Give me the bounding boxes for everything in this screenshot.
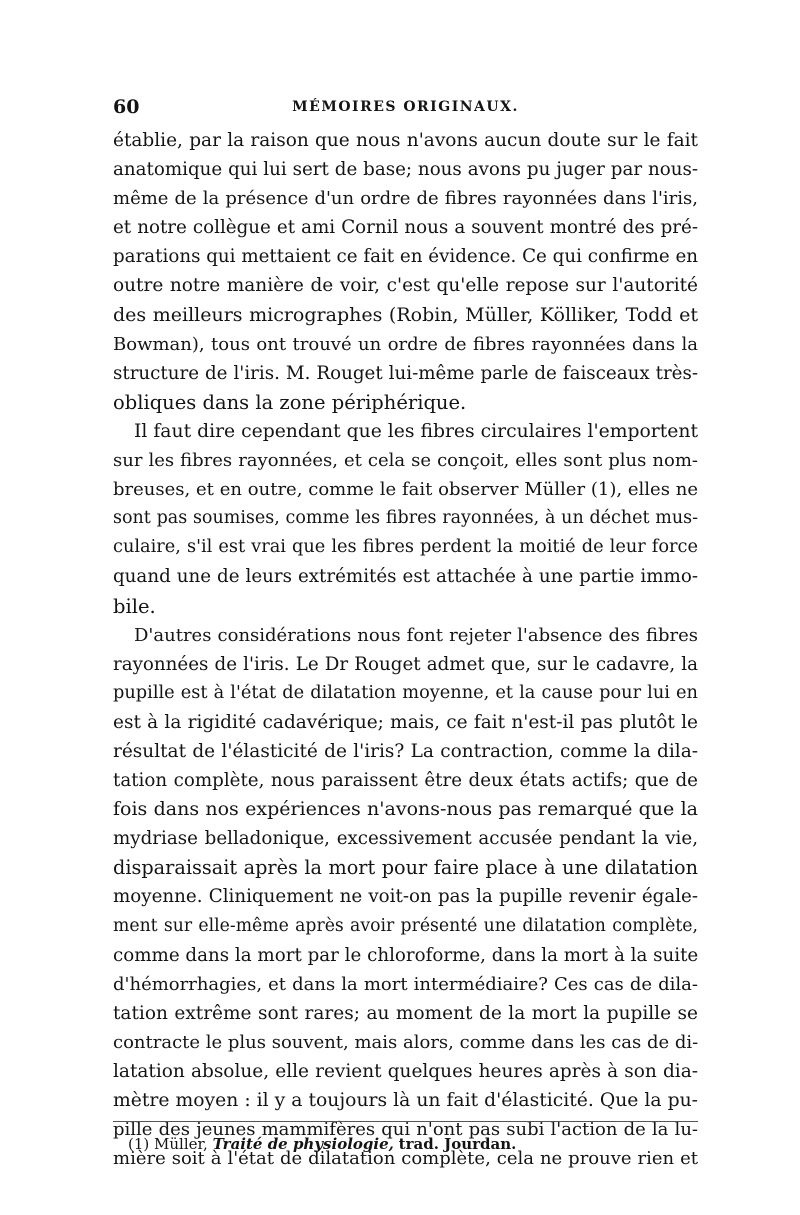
text-line: bile. [113, 594, 156, 618]
text-line: latation absolue, elle revient quelques heures après à son dia- [113, 1061, 698, 1082]
text-line: d'hémorrhagies, et dans la mort intermédiaire? Ces cas de dila- [113, 973, 698, 995]
text-line: fois dans nos expériences n'avons-nous pas remarqué que la [113, 798, 698, 821]
text-line: moyenne. Cliniquement ne voit-on pas la pupille revenir égale- [113, 886, 698, 908]
text-line: culaire, s'il est vrai que les fibres perdent la moitié de leur force [113, 537, 698, 558]
text-line: ment sur elle-même après avoir présenté une dilatation complète, [113, 915, 698, 936]
running-head [113, 96, 698, 120]
text-line: Bowman), tous ont trouvé un ordre de fibres rayonnées dans la [113, 333, 698, 355]
text-line: mydriase belladonique, excessivement accusée pendant la vie, [113, 828, 698, 850]
body-text [113, 126, 698, 1173]
text-line: contracte le plus souvent, mais alors, comme dans les cas de di- [113, 1031, 699, 1053]
footnote-marker: (1) [128, 1135, 150, 1153]
text-line: D'autres considérations nous font rejeter l'absence des fibres [134, 624, 698, 646]
footnote-title: Traité de physiologie, [212, 1135, 394, 1153]
text-line: comme dans la mort par le chloroforme, dans la mort à la suite [113, 944, 699, 966]
text-line: même de la présence d'un ordre de fibres rayonnées dans l'iris, [113, 188, 698, 210]
text-line: anatomique qui lui sert de base; nous avons pu juger par nous- [113, 159, 698, 181]
text-line: quand une de leurs extrémités est attachée à une partie immo- [113, 566, 698, 588]
footnote-rule [113, 1121, 698, 1122]
text-line: pupille est à l'état de dilatation moyenne, et la cause pour lui en [113, 682, 698, 703]
running-title: MÉMOIRES ORIGINAUX. [292, 99, 519, 115]
footnote-translator: trad. Jourdan. [398, 1135, 517, 1153]
text-line: sur les fibres rayonnées, et cela se conçoit, elles sont plus nom- [113, 450, 698, 472]
text-line: breuses, et en outre, comme le fait observer Müller (1), elles ne [113, 479, 698, 501]
text-line: parations qui mettaient ce fait en évidence. Ce qui confirme en [113, 246, 699, 268]
text-line: établie, par la raison que nous n'avons aucun doute sur le fait [113, 130, 698, 151]
text-line: tation extrême sont rares; au moment de la mort la pupille se [113, 1002, 698, 1024]
text-line: mètre moyen : il y a toujours là un fait d'élasticité. Que la pu- [113, 1090, 698, 1112]
text-line: outre notre manière de voir, c'est qu'elle repose sur l'autorité [113, 275, 698, 297]
footnote-author: Müller, [154, 1135, 208, 1153]
text-line: mière soit à l'état de dilatation complète, cela ne prouve rien et [113, 1148, 698, 1170]
text-line: pille des jeunes mammifères qui n'ont pas subi l'action de la lu- [113, 1119, 698, 1141]
footnote [128, 1135, 516, 1153]
text-line: structure de l'iris. M. Rouget lui-même parle de faisceaux très- [113, 362, 698, 384]
text-line: sont pas soumises, comme les fibres rayonnées, à un déchet mus- [113, 508, 698, 529]
text-line: rayonnées de l'iris. Le Dr Rouget admet que, sur le cadavre, la [113, 653, 698, 675]
text-line: obliques dans la zone périphérique. [113, 390, 467, 414]
text-line: Il faut dire cependant que les fibres circulaires l'emportent [134, 420, 698, 442]
text-line: tation complète, nous paraissent être deux états actifs; que de [113, 770, 698, 792]
page-number: 60 [113, 96, 140, 118]
text-line: est à la rigidité cadavérique; mais, ce fait n'est-il pas plutôt le [113, 711, 698, 733]
text-line: disparaissait après la mort pour faire place à une dilatation [113, 856, 698, 880]
text-line: des meilleurs micrographes (Robin, Müller, Kölliker, Todd et [113, 303, 698, 326]
text-line: résultat de l'élasticité de l'iris? La contraction, comme la dila- [113, 740, 698, 762]
text-line: et notre collègue et ami Cornil nous a souvent montré des pré- [113, 217, 698, 239]
